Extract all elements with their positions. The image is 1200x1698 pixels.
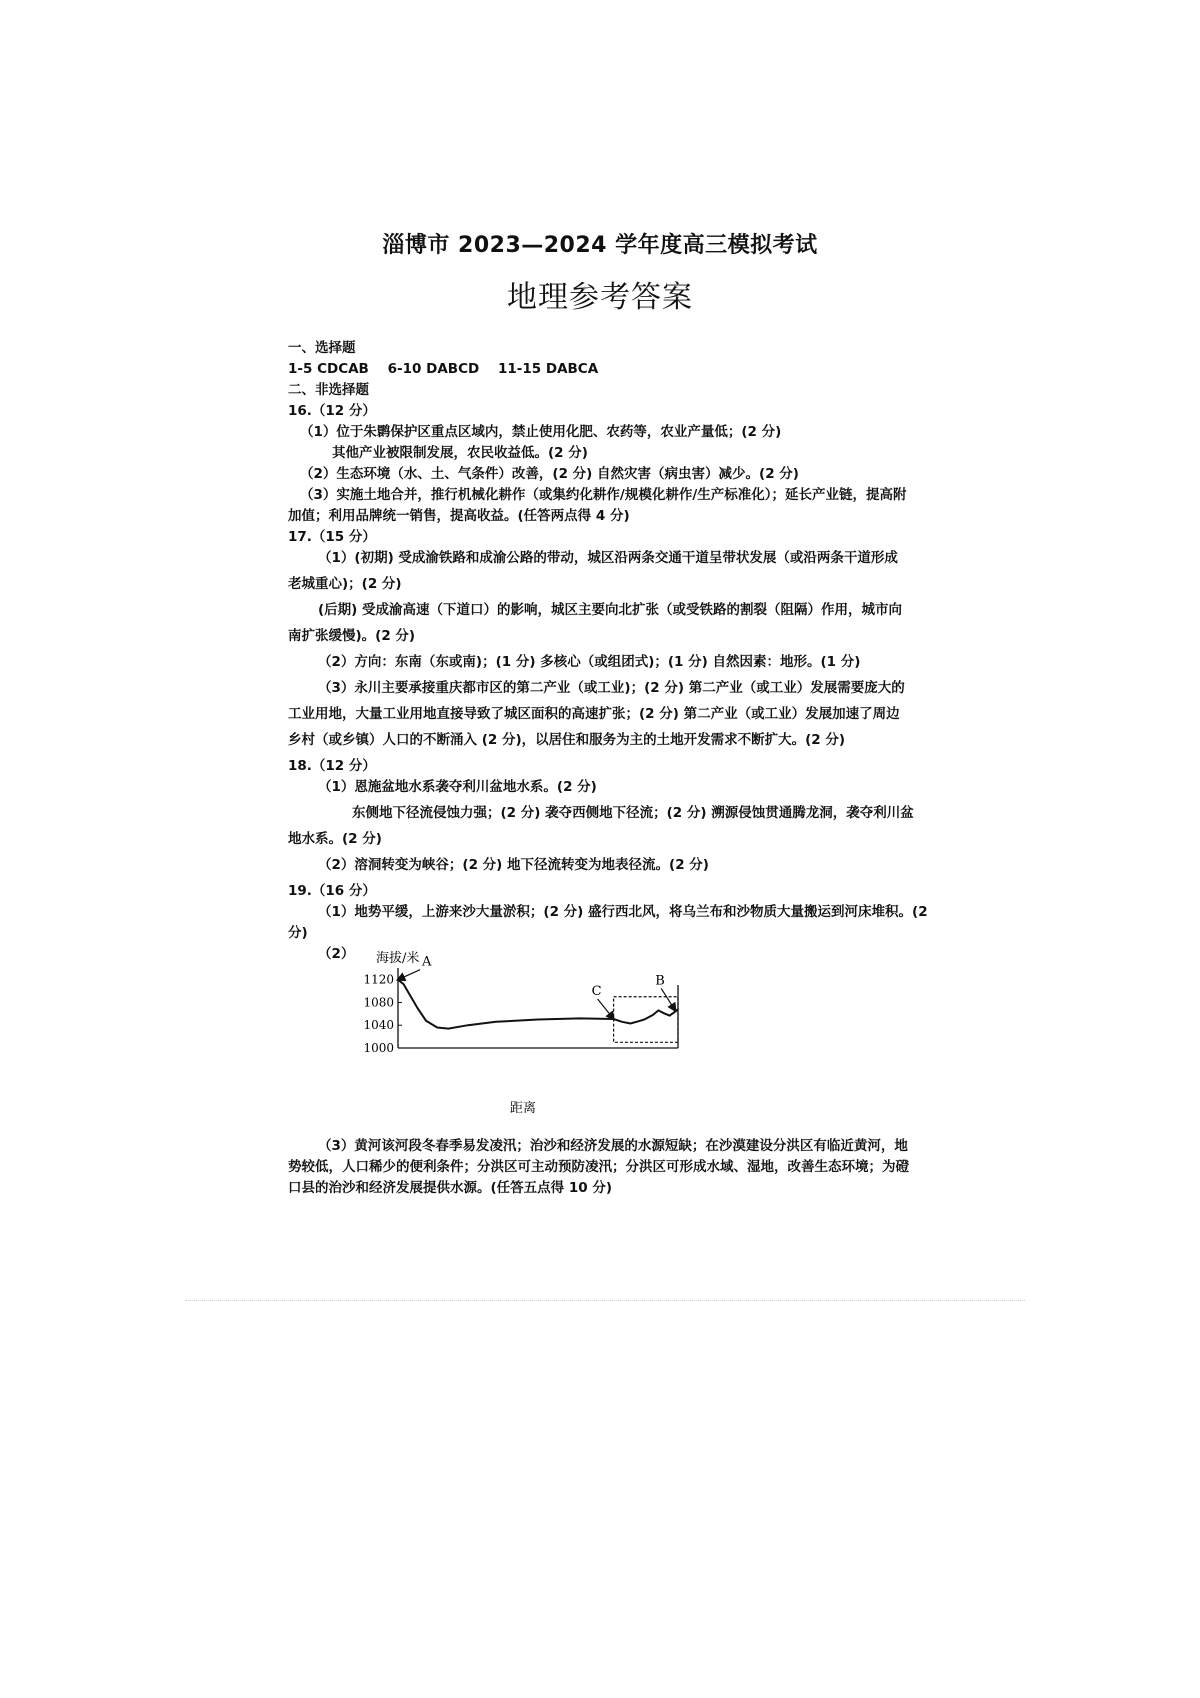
annotation-label: C — [591, 983, 602, 999]
q17-line: 乡村（或乡镇）人口的不断涌入 (2 分)，以居住和服务为主的土地开发需求不断扩大。(2 分) — [288, 732, 846, 748]
q19-line: （1）地势平缓，上游来沙大量淤积；(2 分) 盛行西北风，将乌兰布和沙物质大量搬运到河床堆积。(2 — [318, 904, 928, 920]
q19-line: 势较低，人口稀少的便利条件；分洪区可主动预防凌汛；分洪区可形成水域、湿地，改善生态环境；为磴 — [288, 1159, 909, 1175]
q19-line: 口县的治沙和经济发展提供水源。(任答五点得 10 分) — [288, 1180, 613, 1196]
y-tick-label: 1120 — [363, 972, 394, 987]
answer-content — [288, 338, 964, 965]
choice-answers: 1-5 CDCAB 6-10 DABCD 11-15 DABCA — [288, 361, 599, 377]
q19-line: （2） — [318, 946, 355, 962]
annotation-label: B — [655, 973, 665, 989]
q19-heading: 19.（16 分） — [288, 883, 376, 899]
q18-line: （2）溶洞转变为峡谷；(2 分) 地下径流转变为地表径流。(2 分) — [318, 857, 709, 873]
section2-heading: 二、非选择题 — [288, 382, 369, 398]
elevation-profile-chart — [363, 950, 748, 1120]
q17-line: 老城重心)；(2 分) — [288, 576, 402, 592]
q17-line: 南扩张缓慢)。(2 分) — [288, 628, 416, 644]
q17-line: 工业用地，大量工业用地直接导致了城区面积的高速扩张；(2 分) 第二产业（或工业）发展加速了周边 — [288, 706, 900, 722]
q16-line: 加值；利用品牌统一销售，提高收益。(任答两点得 4 分) — [288, 508, 630, 524]
q16-heading: 16.（12 分） — [288, 403, 376, 419]
q18-line: 地水系。(2 分) — [288, 831, 382, 847]
y-tick-label: 1040 — [363, 1018, 394, 1033]
elevation-profile-line — [398, 980, 678, 1029]
elevation-chart-svg — [363, 950, 748, 1120]
q17-line: (后期) 受成渝高速（下道口）的影响，城区主要向北扩张（或受铁路的割裂（阻隔）作用，城市向 — [318, 602, 903, 618]
y-tick-label: 1000 — [363, 1041, 394, 1055]
page-divider — [185, 1300, 1025, 1301]
annotation-label: A — [422, 954, 432, 970]
q16-line: 其他产业被限制发展，农民收益低。(2 分) — [332, 445, 588, 461]
annotation-arrow — [398, 970, 420, 980]
answer-title: 地理参考答案 — [507, 280, 693, 315]
section1-heading: 一、选择题 — [288, 340, 356, 356]
annotation-arrow — [598, 999, 614, 1019]
exam-title: 淄博市 2023—2024 学年度高三模拟考试 — [382, 233, 818, 258]
answer-content-continued — [288, 1136, 964, 1199]
q18-heading: 18.（12 分） — [288, 758, 376, 774]
q17-line: （3）永川主要承接重庆都市区的第二产业（或工业)；(2 分) 第二产业（或工业）发展需要庞大的 — [318, 680, 905, 696]
y-axis-label: 海拔/米 — [376, 951, 420, 966]
q16-line: （2）生态环境（水、土、气条件）改善，(2 分) 自然灾害（病虫害）减少。(2 分) — [300, 466, 799, 482]
y-tick-label: 1080 — [363, 995, 394, 1010]
q17-line: （1）(初期) 受成渝铁路和成渝公路的带动，城区沿两条交通干道呈带状发展（或沿两条干道形成 — [318, 550, 898, 566]
q17-line: （2）方向：东南（东或南)；(1 分) 多核心（或组团式)；(1 分) 自然因素：地形。(1 分) — [318, 654, 861, 670]
x-axis-label: 距离 — [510, 1101, 537, 1116]
q19-line: （3）黄河该河段冬春季易发凌汛；治沙和经济发展的水源短缺；在沙漠建设分洪区有临近黄河，地 — [318, 1138, 908, 1154]
annotation-arrow — [661, 988, 675, 1010]
q16-line: （3）实施土地合并，推行机械化耕作（或集约化耕作/规模化耕作/生产标准化）；延长产业链，提高附 — [300, 487, 907, 503]
q19-line: 分) — [288, 925, 308, 941]
q18-line: 东侧地下径流侵蚀力强；(2 分) 袭夺西侧地下径流；(2 分) 溯源侵蚀贯通腾龙洞，袭夺利川盆 — [352, 805, 914, 821]
q17-heading: 17.（15 分） — [288, 529, 376, 545]
q16-line: （1）位于朱鹮保护区重点区域内，禁止使用化肥、农药等，农业产量低；(2 分) — [300, 424, 782, 440]
q18-line: （1）恩施盆地水系袭夺利川盆地水系。(2 分) — [318, 779, 597, 795]
